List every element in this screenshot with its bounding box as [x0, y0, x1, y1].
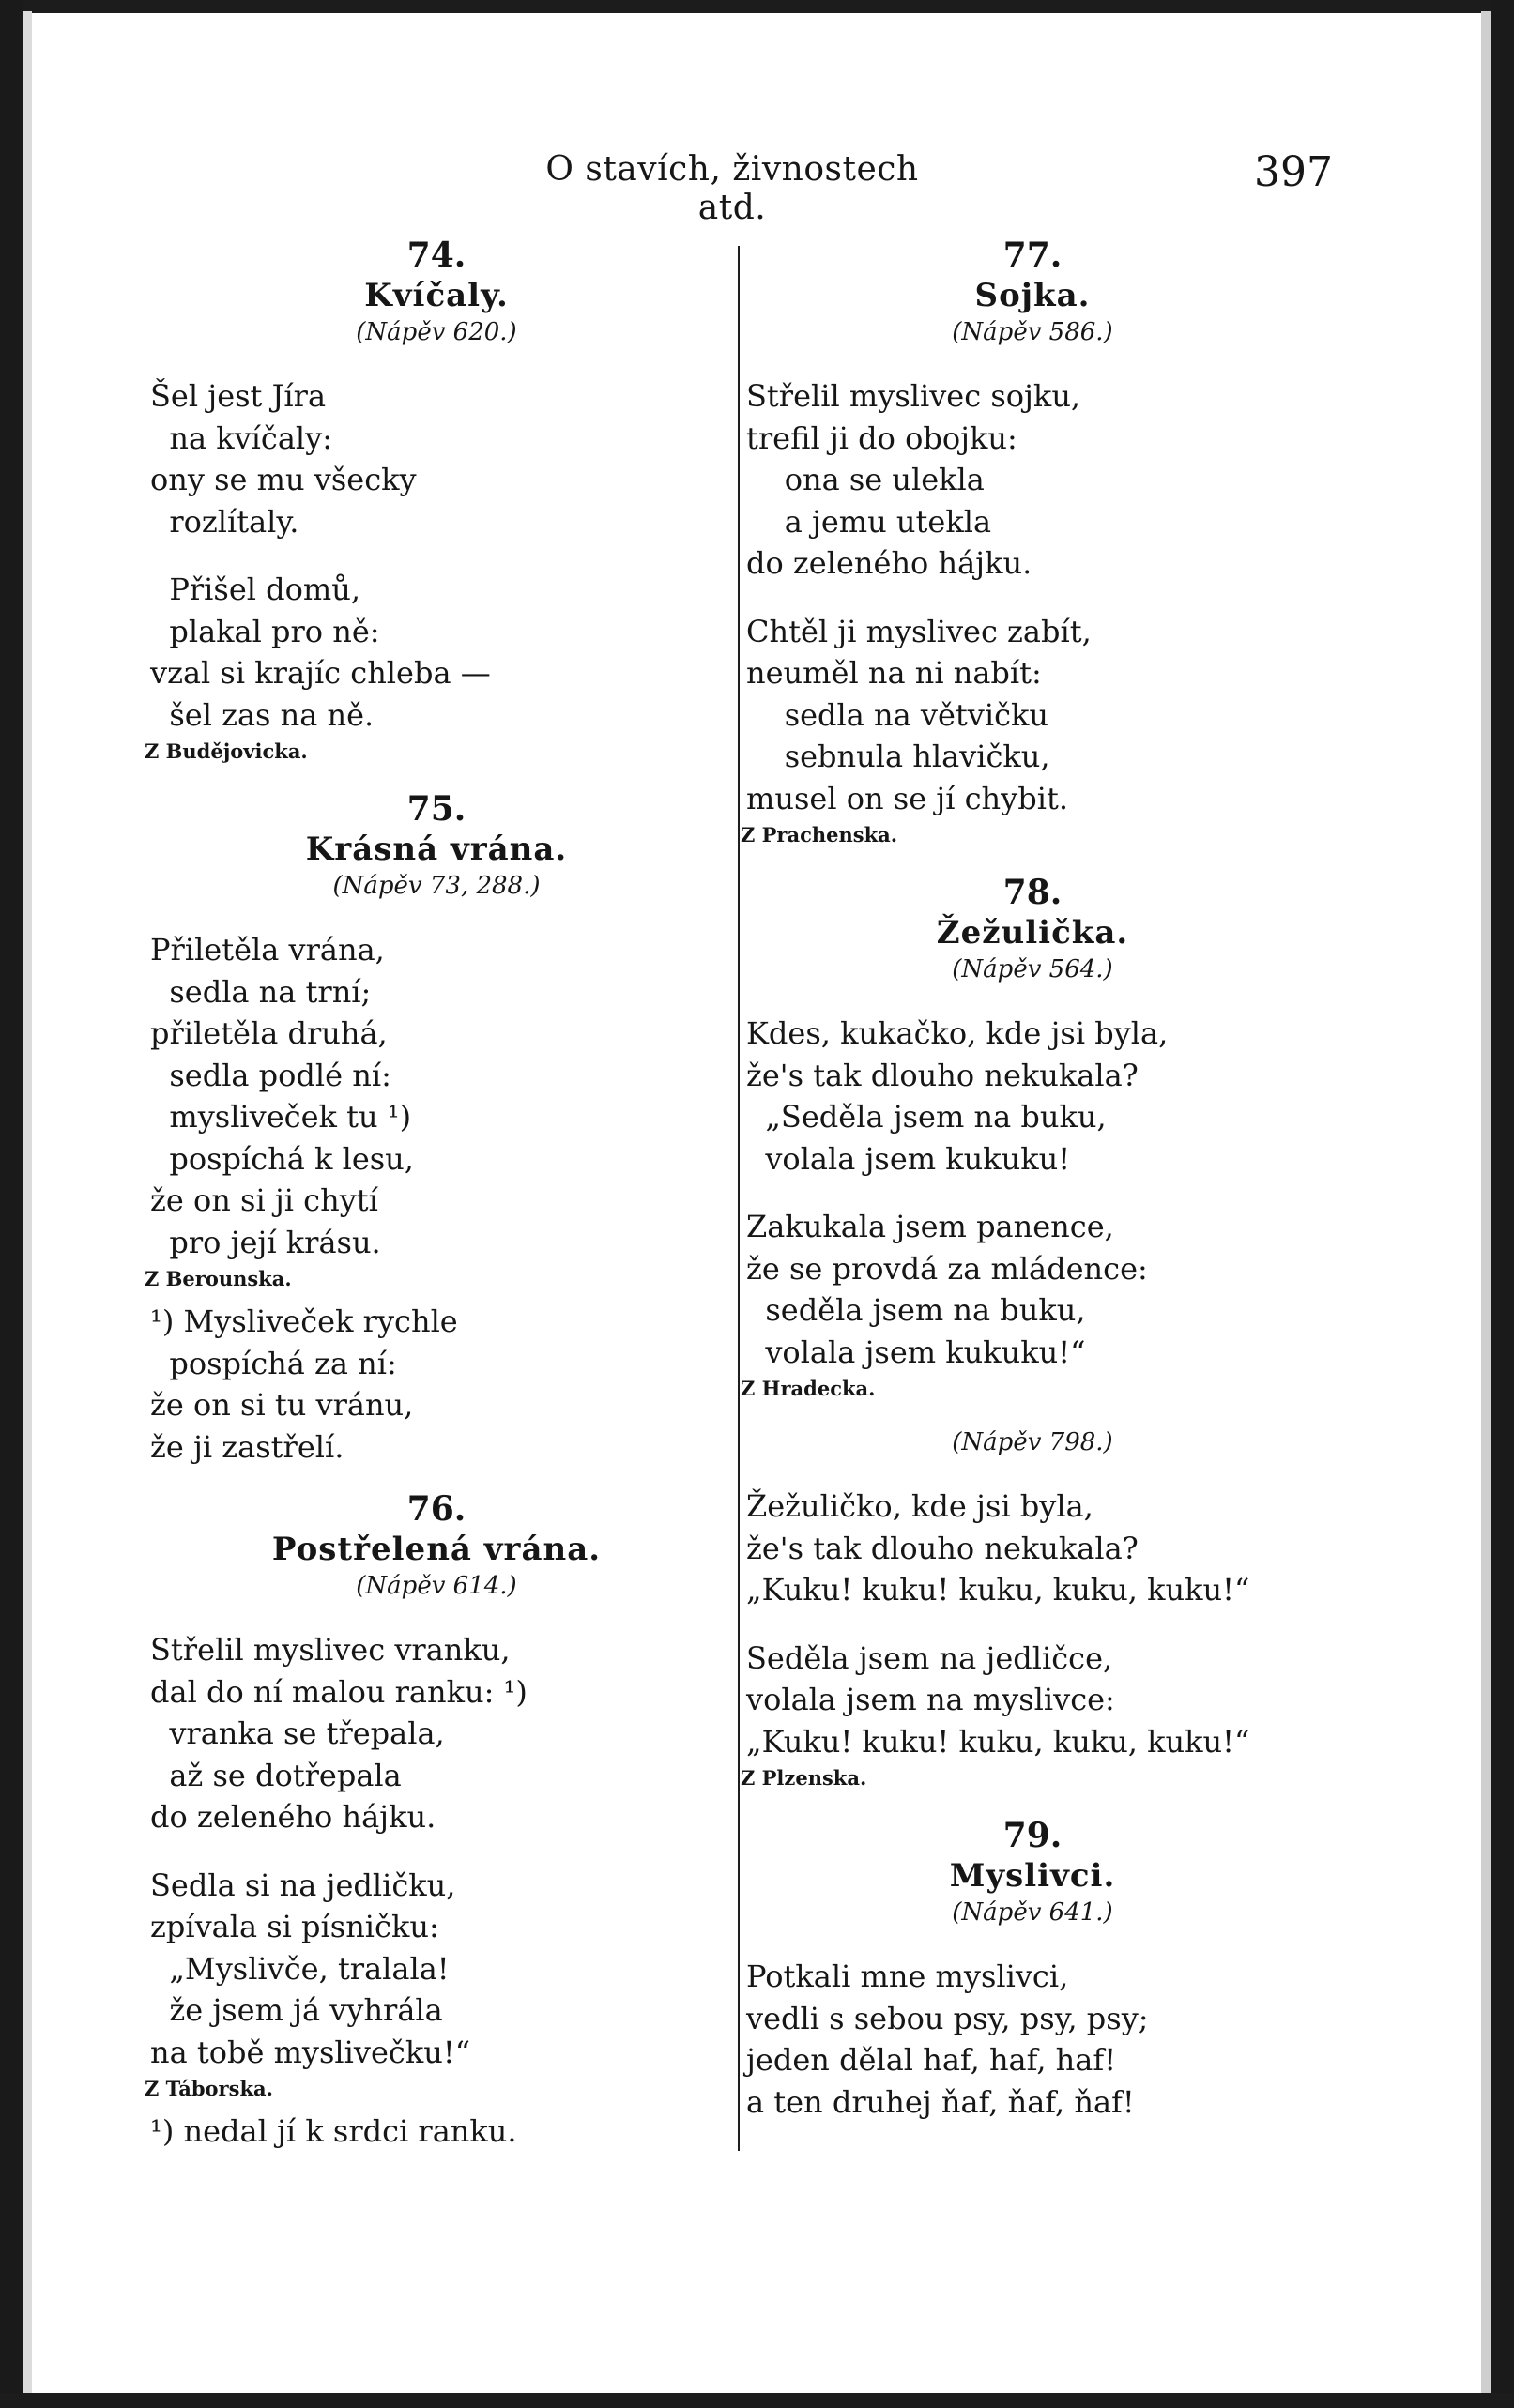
stanza	[746, 611, 1319, 820]
verse-line: sedla na trní;	[150, 973, 372, 1010]
verse-line: pro její krásu.	[150, 1224, 381, 1260]
verse-line: „Kuku! kuku! kuku, kuku, kuku!“	[746, 1723, 1250, 1760]
verse-line: jeden dělal haf, haf, haf!	[746, 2042, 1117, 2078]
verse-line: sebnula hlavičku,	[746, 739, 1050, 774]
song-number: 74.	[406, 236, 466, 275]
verse-line: vzal si krajíc chleba —	[150, 655, 491, 691]
stanza	[150, 1629, 723, 1838]
verse-line: a jemu utekla	[746, 503, 992, 540]
song-number: 77.	[1002, 236, 1063, 275]
column-divider	[738, 246, 740, 2151]
verse-line: sedla podlé ní:	[150, 1057, 391, 1093]
verse-line: do zeleného hájku.	[746, 545, 1032, 581]
scan-border-right	[1491, 0, 1514, 2408]
verse-line: Chtěl ji myslivec zabít,	[746, 613, 1092, 649]
verse-line: „Kuku! kuku! kuku, kuku, kuku!“	[746, 1572, 1250, 1608]
verse-line: Kdes, kukačko, kde jsi byla,	[746, 1015, 1169, 1051]
footnote-line: ¹) Mysliveček rychle	[150, 1303, 458, 1339]
scan-border-left	[0, 0, 23, 2408]
verse-line: do zeleného hájku.	[150, 1799, 436, 1835]
footnote-line: že on si tu vránu,	[150, 1387, 414, 1423]
song-title: Postřelená vrána.	[271, 1531, 602, 1568]
scan-border-bottom	[0, 2393, 1514, 2408]
source-region: Z Budějovicka.	[145, 739, 308, 763]
tune-reference: (Nápěv 641.)	[952, 1898, 1113, 1927]
verse-line: seděla jsem na buku,	[746, 1292, 1086, 1328]
verse-line: že jsem já vyhrála	[150, 1992, 443, 2028]
right-column	[741, 235, 1319, 2123]
verse-line: plakal pro ně:	[150, 613, 380, 649]
stanza	[746, 1013, 1319, 1180]
verse-line: neuměl na ni nabít:	[746, 655, 1042, 691]
verse-line: rozlítaly.	[150, 503, 299, 540]
running-title: O stavích, živnostech atd.	[545, 150, 919, 227]
verse-line: vedli s sebou psy, psy, psy;	[746, 2000, 1149, 2036]
verse-line: Střelil myslivec vranku,	[150, 1632, 511, 1668]
footnote-line: ¹) nedal jí k srdci ranku.	[150, 2113, 517, 2149]
page-number: 397	[1254, 148, 1333, 196]
song-gap	[746, 1794, 1319, 1815]
song-number: 75.	[406, 789, 466, 829]
verse-line: „Seděla jsem na buku,	[746, 1099, 1107, 1135]
verse-line: že's tak dlouho nekukala?	[746, 1057, 1139, 1093]
song-entry	[145, 1468, 723, 2153]
stanza	[746, 375, 1319, 585]
song-entry	[741, 851, 1319, 1405]
left-column	[145, 235, 723, 2153]
verse-line: přiletěla druhá,	[150, 1015, 388, 1051]
source-region: Z Táborska.	[145, 2077, 273, 2100]
verse-line: volala jsem kukuku!	[746, 1140, 1071, 1177]
scan-page-edge-left	[23, 11, 32, 2408]
verse-line: „Myslivče, tralala!	[150, 1950, 450, 1987]
stanza	[150, 929, 723, 1263]
song-entry	[746, 1794, 1319, 2123]
footnote	[150, 1301, 723, 1468]
tune-reference: (Nápěv 798.)	[952, 1428, 1113, 1456]
stanza	[150, 375, 723, 542]
verse-line: Šel jest Jíra	[150, 378, 327, 414]
verse-line: že se provdá za mládence:	[746, 1250, 1148, 1287]
tune-reference: (Nápěv 614.)	[356, 1572, 517, 1600]
footnote-line: že ji zastřelí.	[150, 1428, 344, 1465]
footnote-line: pospíchá za ní:	[150, 1345, 397, 1381]
verse-line: trefil ji do obojku:	[746, 419, 1017, 456]
verse-line: volala jsem kukuku!“	[746, 1334, 1086, 1370]
verse-line: že's tak dlouho nekukala?	[746, 1530, 1139, 1566]
tune-reference: (Nápěv 620.)	[356, 318, 517, 346]
stanza	[746, 1956, 1319, 2123]
verse-line: Seděla jsem na jedličce,	[746, 1639, 1113, 1676]
stanza	[746, 1206, 1319, 1373]
verse-line: ona se ulekla	[746, 462, 985, 497]
source-region: Z Hradecka.	[741, 1377, 876, 1400]
verse-line: Zakukala jsem panence,	[746, 1209, 1114, 1244]
song-title: Myslivci.	[949, 1857, 1116, 1895]
stanza	[150, 569, 723, 736]
song-entry	[145, 235, 723, 768]
song-gap	[746, 851, 1319, 872]
verse-line: že on si ji chytí	[150, 1182, 378, 1218]
verse-line: Přišel domů,	[150, 572, 361, 607]
tune-reference: (Nápěv 564.)	[952, 955, 1113, 983]
song-title: Žežulička.	[936, 914, 1129, 952]
song-entry	[145, 768, 723, 1468]
verse-line: ony se mu všecky	[150, 462, 417, 497]
verse-line: Žežuličko, kde jsi byla,	[746, 1488, 1093, 1524]
verse-line: mysliveček tu ¹)	[150, 1099, 412, 1135]
source-region: Z Prachenska.	[741, 823, 898, 846]
verse-line: Sedla si na jedličku,	[150, 1867, 456, 1903]
song-title: Krásná vrána.	[305, 831, 568, 868]
verse-line: sedla na větvičku	[746, 696, 1048, 733]
verse-line: šel zas na ně.	[150, 696, 375, 733]
verse-line: a ten druhej ňaf, ňaf, ňaf!	[746, 2083, 1135, 2120]
song-entry	[741, 235, 1319, 851]
stanza	[150, 1865, 723, 2074]
verse-line: Přiletěla vrána,	[150, 932, 385, 968]
stanza	[746, 1638, 1319, 1763]
verse-line: pospíchá k lesu,	[150, 1140, 414, 1177]
verse-line: na kvíčaly:	[150, 419, 332, 456]
stanza	[746, 1486, 1319, 1611]
song-gap	[150, 1468, 723, 1488]
song-title: Kvíčaly.	[364, 277, 509, 314]
verse-line: vranka se třepala,	[150, 1715, 445, 1751]
footnote	[150, 2111, 723, 2153]
scan-border-top	[0, 0, 1514, 13]
tune-reference: (Nápěv 73, 288.)	[332, 872, 541, 900]
song-number: 79.	[1002, 1816, 1063, 1855]
verse-line: na tobě myslivečku!“	[150, 2034, 471, 2070]
song-gap	[746, 1405, 1319, 1425]
verse-line: Potkali mne myslivci,	[746, 1958, 1069, 1994]
song-number: 76.	[406, 1489, 466, 1529]
verse-line: dal do ní malou ranku: ¹)	[150, 1673, 528, 1710]
scan-page-edge-right	[1481, 11, 1491, 2408]
source-region: Z Berounska.	[145, 1267, 292, 1290]
tune-reference: (Nápěv 586.)	[952, 318, 1113, 346]
song-title: Sojka.	[974, 277, 1091, 314]
verse-line: Střelil myslivec sojku,	[746, 378, 1081, 414]
song-entry	[741, 1405, 1319, 1794]
verse-line: zpívala si písničku:	[150, 1909, 439, 1944]
verse-line: musel on se jí chybit.	[746, 780, 1068, 816]
source-region: Z Plzenska.	[741, 1766, 867, 1790]
verse-line: volala jsem na myslivce:	[746, 1682, 1115, 1717]
song-gap	[150, 768, 723, 788]
verse-line: až se dotřepala	[150, 1757, 402, 1793]
song-number: 78.	[1002, 873, 1063, 912]
